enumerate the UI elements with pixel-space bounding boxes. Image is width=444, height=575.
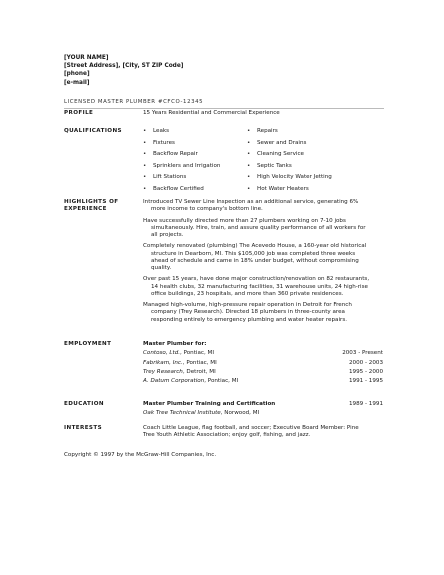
highlight-line: company (Trey Research). Directed 18 plumbers in three-county area [151,309,345,316]
license-line: LICENSED MASTER PLUMBER #CFCO-12345 [64,99,384,109]
employment-block [143,341,383,387]
education-row [143,401,383,410]
highlight-line: Managed high-volume, high-pressure repair operation in Detroit for French [143,302,352,309]
employment-company: Trey Research [143,368,183,375]
copyright-footer: Copyright © 1997 by the McGraw-Hill Companies, Inc. [64,452,217,458]
list-item: • Leaks [143,128,243,140]
list-item: • High Velocity Water Jetting [247,174,387,186]
contact-phone: [phone] [64,71,90,78]
highlight-item [143,302,383,324]
highlight-line: structure in Dearborn, MI. This $105,000 job was completed three weeks [151,250,356,257]
highlight-line: responding entirely to emergency plumbing and water heater repairs. [151,316,348,323]
highlight-line: Introduced TV Sewer Line Inspection as an additional service, generating 6% [143,199,359,205]
highlight-line: quality. [151,265,172,271]
contact-email: [e-mail] [64,79,90,86]
list-item: • Fixtures [143,140,243,152]
education-label: EDUCATION [64,401,104,407]
highlight-item [143,276,383,298]
employment-dates: 1995 - 2000 [348,368,383,375]
employment-dates: 2003 - Present [342,350,383,357]
interests-line: Coach Little League, flag football, and soccer; Executive Board Member: Pine [143,425,359,431]
qualifications-right-list [247,128,387,198]
highlight-line: 14 health clubs, 32 manufacturing facilities, 31 warehouse units, 24 high-rise [151,283,368,290]
highlights-list [143,199,383,328]
education-location: , Norwood, MI [220,410,260,417]
qualifications-label: QUALIFICATIONS [64,128,122,134]
highlights-label-line2: EXPERIENCE [64,206,107,213]
list-item: • Backflow Certified [143,186,243,198]
employment-row [143,350,383,359]
highlight-item [143,243,383,272]
employment-location: , Pontiac, MI [204,378,239,385]
highlight-line: Completely renovated (plumbing) The Acevedo House, a 160-year old historical [143,243,367,250]
highlight-line: all projects. [151,232,184,238]
contact-address: [Street Address], [City, ST ZIP Code] [64,63,184,70]
contact-block [64,54,183,87]
list-item: • Hot Water Heaters [247,186,387,198]
interests-text [143,425,383,439]
employment-company: Fabrikam, Inc. [143,359,183,366]
employment-location: , Pontiac, MI [182,359,217,366]
highlights-label [64,199,119,213]
highlight-line: ahead of schedule and came in 18% under budget, without compromising [151,257,359,264]
employment-company: Contoso, Ltd. [143,350,181,357]
employment-row [143,360,383,369]
employment-label: EMPLOYMENT [64,341,112,347]
list-item: • Sprinklers and Irrigation [143,163,243,175]
list-item: • Backflow Repair [143,151,243,163]
list-item: • Cleaning Service [247,151,387,163]
employment-dates: 2000 - 2003 [348,359,383,366]
highlight-item [143,199,383,213]
list-item: • Sewer and Drains [247,140,387,152]
employment-location: , Detroit, MI [182,368,216,375]
employment-location: , Pontiac, MI [180,350,215,357]
highlight-line: Have successfully directed more than 27 plumbers working on 7-10 jobs [143,217,346,224]
highlight-item [143,218,383,240]
contact-name: [YOUR NAME] [64,55,109,61]
list-item: • Septic Tanks [247,163,387,175]
list-item: • Lift Stations [143,174,243,186]
interests-label: INTERESTS [64,425,103,431]
employment-dates: 1991 - 1995 [348,378,383,385]
highlight-line: office buildings, 23 hospitals, and more than 360 private residences. [151,290,344,297]
employment-row [143,369,383,378]
education-dates: 1989 - 1991 [348,401,383,407]
education-school-line [143,410,383,417]
profile-label: PROFILE [64,110,94,116]
highlights-label-line1: HIGHLIGHTS OF [64,199,119,205]
employment-company: A. Datum Corporation [143,378,205,385]
interests-line: Tree Youth Athletic Association; enjoy golf, fishing, and jazz. [143,432,311,439]
employment-row [143,378,383,387]
education-school: Oak Tree Technical Institute [143,410,221,417]
education-block [143,401,383,418]
employment-title: Master Plumber for: [143,341,207,347]
profile-text: 15 Years Residential and Commercial Experience [143,110,280,116]
qualifications-left-list [143,128,243,198]
highlight-line: simultaneously. Hire, train, and assure quality performance of all workers for [151,224,366,231]
highlight-line: Over past 15 years, have done major construction/renovation on 82 restaurants, [143,276,370,283]
education-title: Master Plumber Training and Certification [143,401,276,407]
list-item: • Repairs [247,128,387,140]
highlight-line: more income to company's bottom line. [151,206,263,213]
